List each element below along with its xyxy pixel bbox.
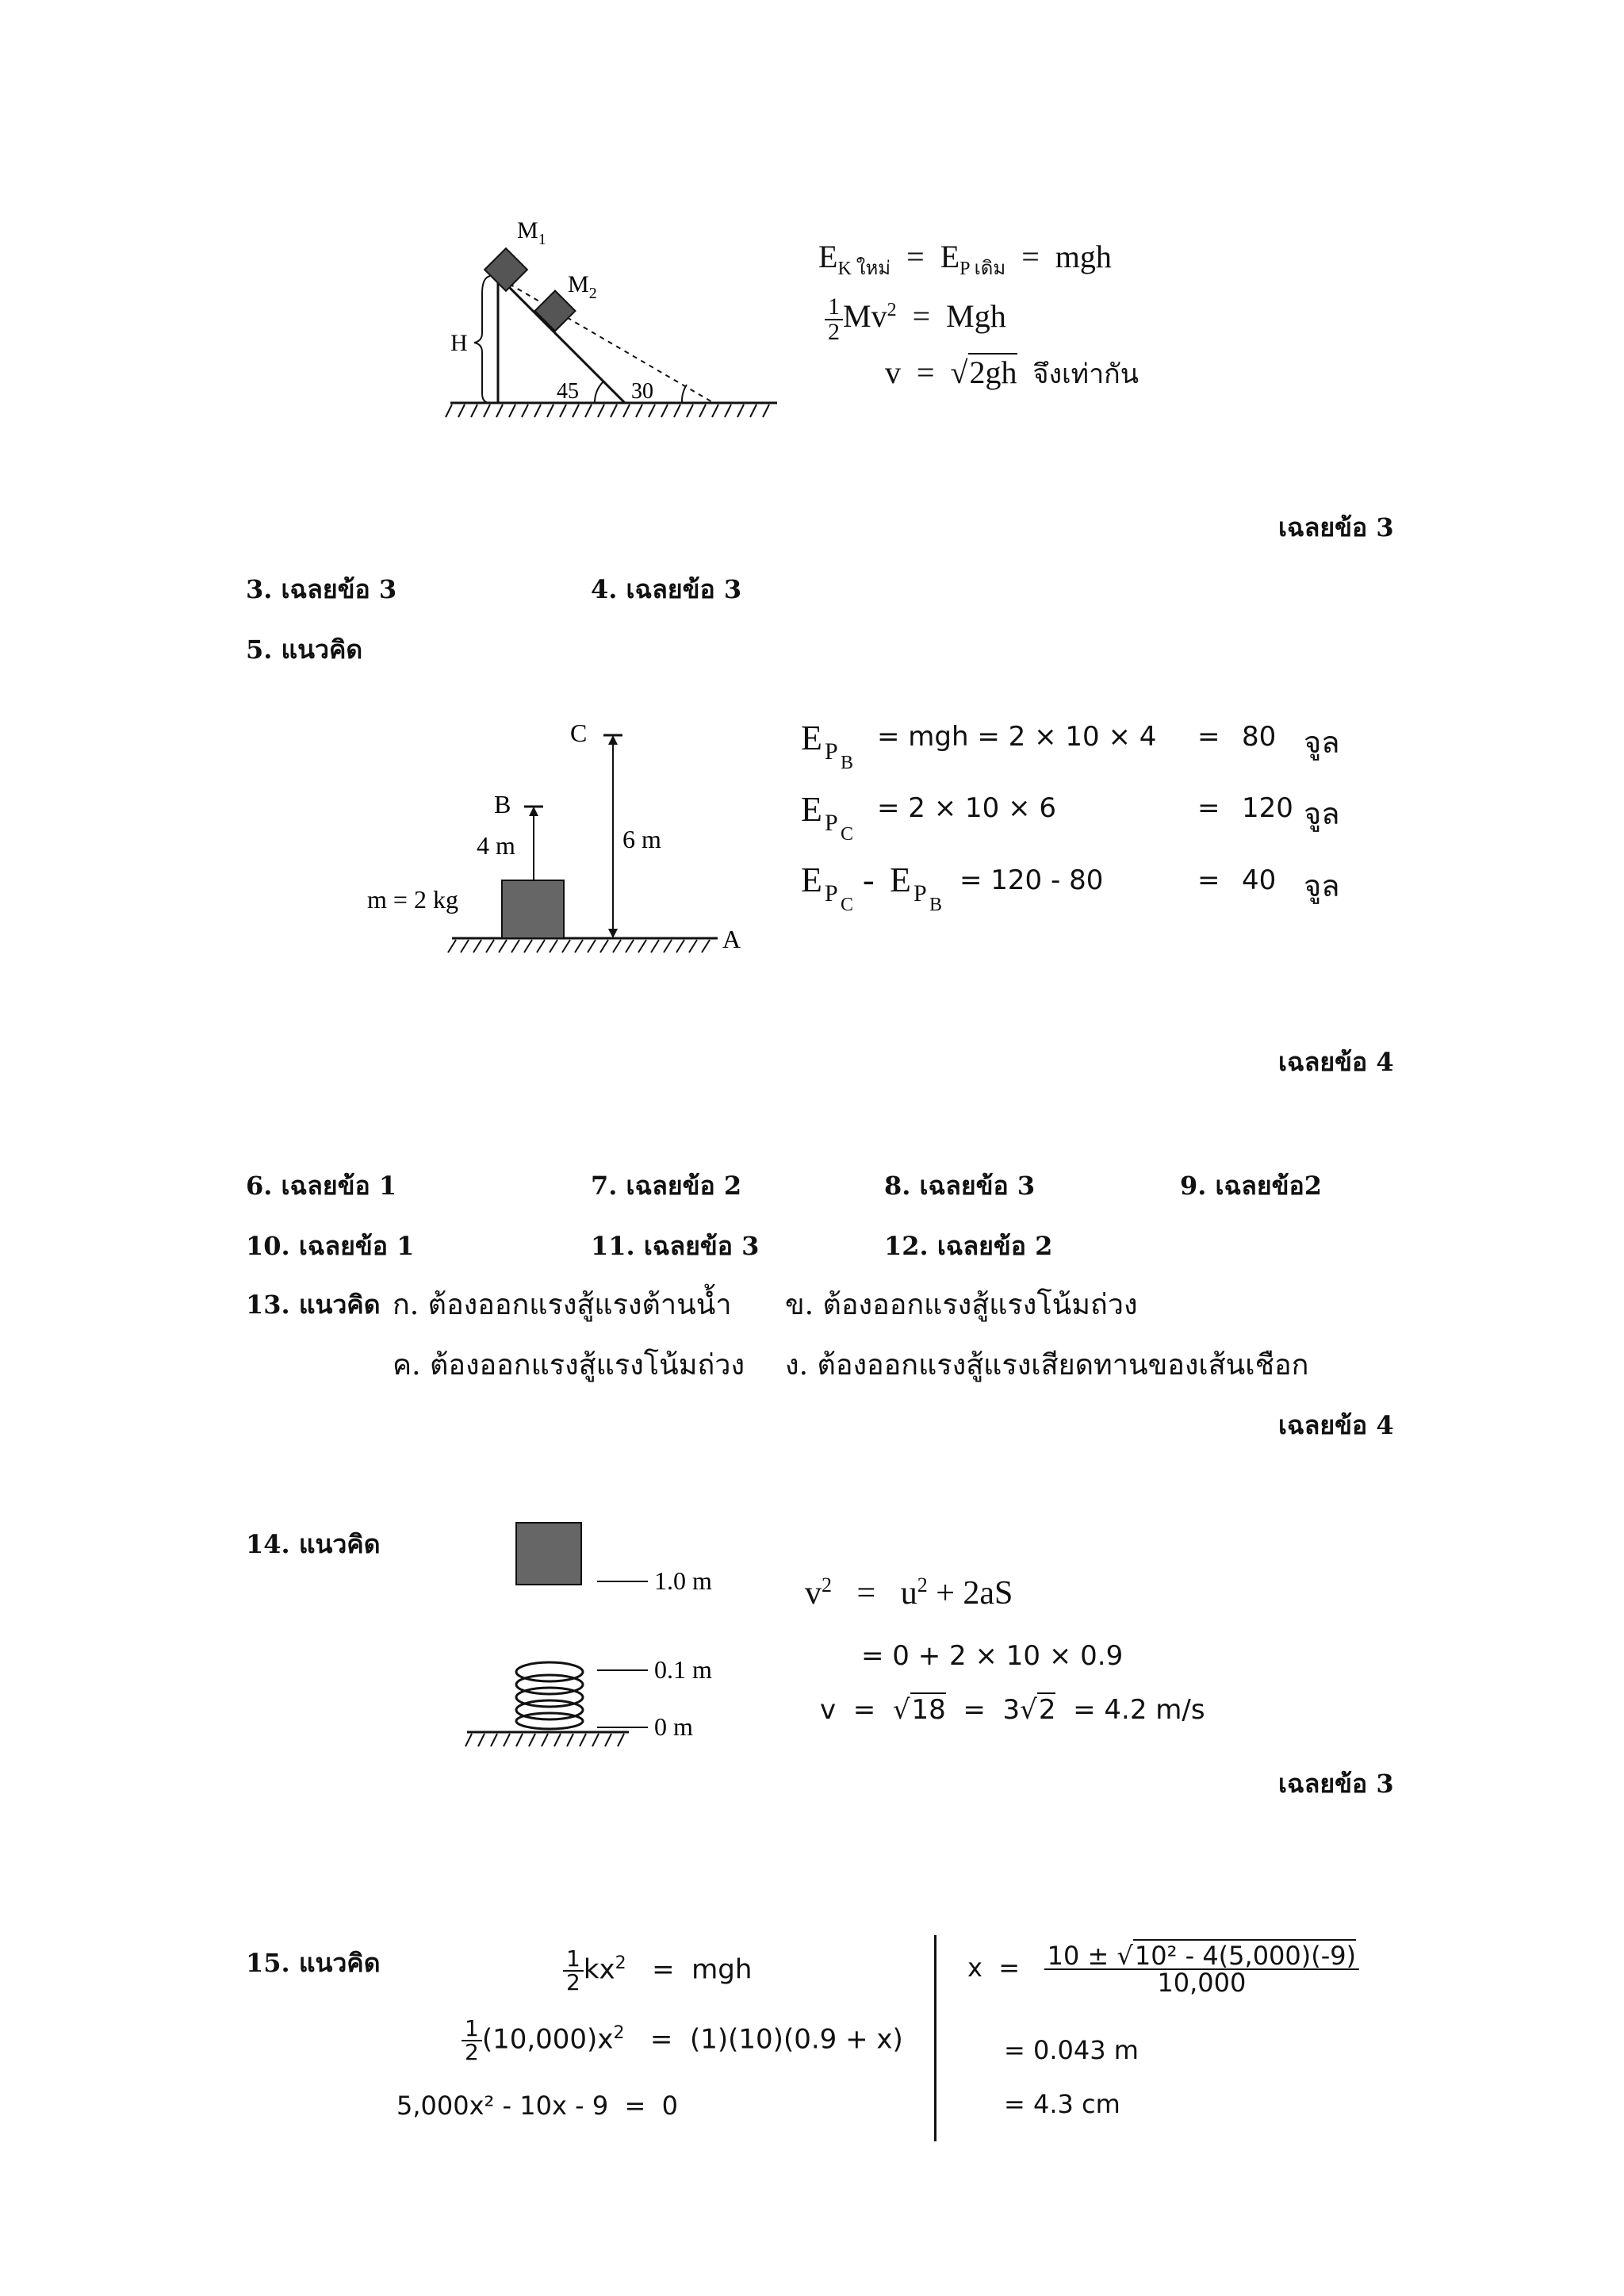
- answer-12: 12. เฉลยข้อ 2: [884, 1231, 1053, 1261]
- q15-line1: $\frac{1}{2}$ $kx^2$ = mgh: [563, 1948, 752, 1994]
- m1-label: $M_1$: [517, 217, 546, 248]
- h-label: H: [450, 330, 468, 356]
- q15-right2: = 0.043 m: [1004, 2035, 1139, 2065]
- q5-eq2: E P C = 2 × 10 × 6 = 120 จูล: [801, 790, 1340, 845]
- height-1m-label: 1.0 m: [654, 1566, 712, 1595]
- q15-right3: = 4.3 cm: [1004, 2089, 1120, 2119]
- answer-9: 9. เฉลยข้อ2: [1180, 1171, 1322, 1201]
- height-c-label: 6 m: [622, 825, 661, 853]
- q5-eq1: E P B = mgh = 2 × 10 × 4 = 80 จูล: [801, 719, 1340, 773]
- q13-label: 13. แนวคิด: [246, 1290, 381, 1320]
- q14-eq3: v = √18 = 3√2 = 4.2 m/s: [820, 1694, 1205, 1726]
- q15-right1: x = $\frac{\text{10 ± √10² - 4(5,000)(-9)}}{10,000}$: [967, 1943, 1359, 1995]
- q15-divider: [934, 1935, 936, 2141]
- height-01m-label: 0.1 m: [654, 1655, 712, 1684]
- q14-eq1: $v^2 = u^2 + 2aS$: [805, 1573, 1013, 1612]
- q5-label: 5. แนวคิด: [246, 634, 363, 665]
- q15-line3: 5,000x² - 10x - 9 = 0: [396, 2091, 679, 2121]
- q2-eq3: v = √2gh จึงเท่ากัน: [885, 355, 1139, 390]
- point-b-label: B: [494, 790, 511, 818]
- q14-answer: เฉลยข้อ 3: [1278, 1769, 1394, 1799]
- q13-option-b: ข. ต้องออกแรงสู้แรงโน้มถ่วง: [785, 1289, 1138, 1321]
- q13-option-c: ค. ต้องออกแรงสู้แรงโน้มถ่วง: [393, 1349, 745, 1382]
- q5-answer: เฉลยข้อ 4: [1278, 1047, 1394, 1077]
- q2-answer: เฉลยข้อ 3: [1278, 512, 1394, 542]
- q13-option-a: ก. ต้องออกแรงสู้แรงต้านน้ำ: [393, 1289, 732, 1321]
- mass-label: m = 2 kg: [367, 885, 458, 914]
- q13-option-d: ง. ต้องออกแรงสู้แรงเสียดทานของเส้นเชือก: [785, 1349, 1309, 1382]
- answer-6: 6. เฉลยข้อ 1: [246, 1171, 397, 1201]
- spring-figure: [464, 1515, 741, 1769]
- answer-10: 10. เฉลยข้อ 1: [246, 1231, 415, 1261]
- incline-figure: [444, 214, 793, 428]
- answer-8: 8. เฉลยข้อ 3: [884, 1171, 1036, 1201]
- q2-eq1: $E_{K ใหม่} = E_{P เดิม}$ = mgh: [818, 239, 1112, 279]
- answer-3: 3. เฉลยข้อ 3: [246, 574, 397, 604]
- angle-45-label: 45: [557, 379, 579, 404]
- m2-label: $M_2$: [568, 271, 597, 302]
- q15-line2: $\frac{1}{2}$ $(10,000)x^2 = (1)(10)(0.9 + x)$: [462, 2018, 903, 2064]
- mass-box: [502, 880, 564, 938]
- height-0m-label: 0 m: [654, 1712, 693, 1741]
- q15-label: 15. แนวคิด: [246, 1948, 381, 1978]
- point-a-label: A: [722, 925, 741, 953]
- point-c-label: C: [570, 719, 588, 747]
- height-b-label: 4 m: [477, 831, 515, 860]
- height-figure: [361, 718, 757, 964]
- q14-eq2: = 0 + 2 × 10 × 0.9: [861, 1640, 1124, 1672]
- answer-11: 11. เฉลยข้อ 3: [591, 1231, 760, 1261]
- answer-4: 4. เฉลยข้อ 3: [591, 574, 742, 604]
- q13-answer: เฉลยข้อ 4: [1278, 1410, 1394, 1440]
- q5-eq3: E P C - E P B = 120 - 80 = 40 จูล: [801, 861, 1340, 915]
- falling-box: [516, 1523, 581, 1585]
- mass-m1-box: [485, 248, 527, 291]
- q14-label: 14. แนวคิด: [246, 1529, 381, 1559]
- q2-eq2: $\frac{1}{2}$ Mv$^2$ = Mgh: [825, 295, 1006, 344]
- answer-7: 7. เฉลยข้อ 2: [591, 1171, 742, 1201]
- angle-30-label: 30: [631, 379, 653, 404]
